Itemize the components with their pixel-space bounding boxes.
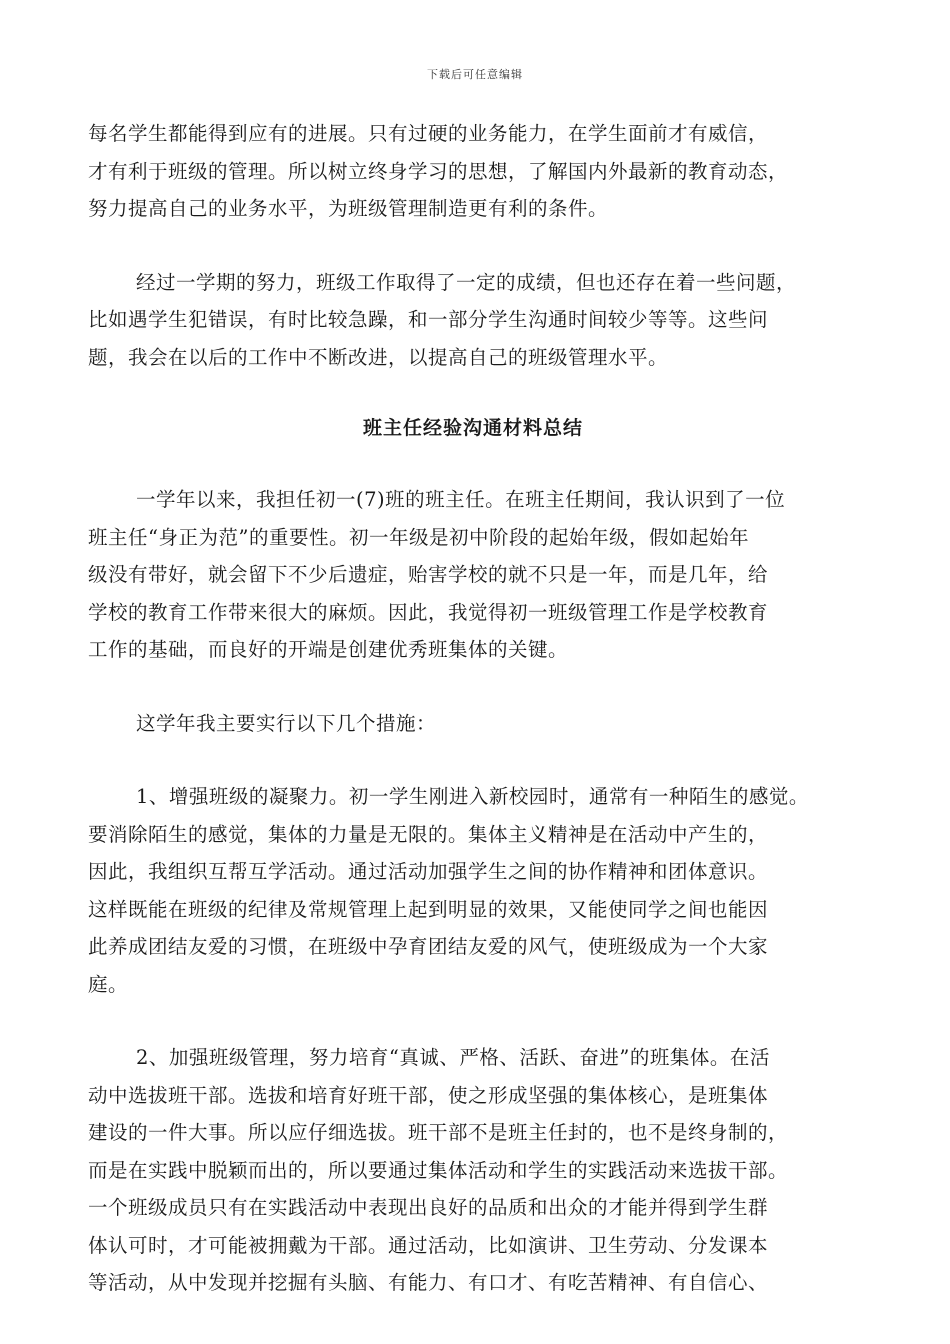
text-line: 努力提高自己的业务水平，为班级管理制造更有利的条件。 [88,197,609,220]
text-line: 一学年以来，我担任初一(7)班的班主任。在班主任期间，我认识到了一位 [136,488,786,511]
text-line: 庭。 [88,972,129,996]
text-line: 级没有带好，就会留下不少后遗症，贻害学校的就不只是一年，而是几年，给 [88,563,769,586]
text-line: 建设的一件大事。所以应仔细选拔。班干部不是班主任封的，也不是终身制的， [88,1121,789,1144]
text-line: 等活动，从中发现并挖掘有头脑、有能力、有口才、有吃苦精神、有自信心、 [88,1271,769,1294]
text-line: 要消除陌生的感觉，集体的力量是无限的。集体主义精神是在活动中产生的， [88,822,769,846]
paragraph [88,481,868,669]
text-line: 因此，我组织互帮互学活动。通过活动加强学生之间的协作精神和团体意识。 [88,860,769,883]
text-line: 1、增强班级的凝聚力。初一学生刚进入新校园时，通常有一种陌生的感觉。 [136,785,809,808]
text-line: 工作的基础，而良好的开端是创建优秀班集体的关键。 [88,638,569,661]
paragraph [88,115,868,228]
paragraph [88,778,868,1003]
section-title: 班主任经验沟通材料总结 [362,417,583,439]
text-line: 题，我会在以后的工作中不断改进，以提高自己的班级管理水平。 [88,345,669,369]
document-body [88,115,868,1302]
paragraph [88,1039,868,1302]
text-line: 而是在实践中脱颖而出的，所以要通过集体活动和学生的实践活动来选拔干部。 [88,1158,789,1182]
text-line: 2、加强班级管理，努力培育“真诚、严格、活跃、奋进”的班集体。在活 [136,1046,770,1069]
text-line: 才有利于班级的管理。所以树立终身学习的思想，了解国内外最新的教育动态， [88,159,789,183]
text-line: 学校的教育工作带来很大的麻烦。因此，我觉得初一班级管理工作是学校教育 [88,600,769,624]
paragraph [88,264,868,377]
page-header: 下载后可任意编辑 [427,68,523,81]
text-line: 这学年我主要实行以下几个措施： [136,711,437,735]
text-line: 每名学生都能得到应有的进展。只有过硬的业务能力，在学生面前才有威信， [88,122,769,145]
text-line: 比如遇学生犯错误，有时比较急躁，和一部分学生沟通时间较少等等。这些问 [88,308,769,331]
text-line: 体认可时，才可能被拥戴为干部。通过活动，比如演讲、卫生劳动、分发课本 [88,1233,769,1257]
text-line: 经过一学期的努力，班级工作取得了一定的成绩，但也还存在着一些问题， [136,270,797,294]
text-line: 班主任“身正为范”的重要性。初一年级是初中阶段的起始年级，假如起始年 [88,525,749,549]
text-line: 这样既能在班级的纪律及常规管理上起到明显的效果，又能使同学之间也能因 [88,897,769,921]
text-line: 动中选拔班干部。选拔和培育好班干部，使之形成坚强的集体核心，是班集体 [88,1083,769,1107]
text-line: 此养成团结友爱的习惯，在班级中孕育团结友爱的风气，使班级成为一个大家 [88,935,769,958]
text-line: 一个班级成员只有在实践活动中表现出良好的品质和出众的才能并得到学生群 [88,1196,769,1219]
paragraph [88,705,868,743]
